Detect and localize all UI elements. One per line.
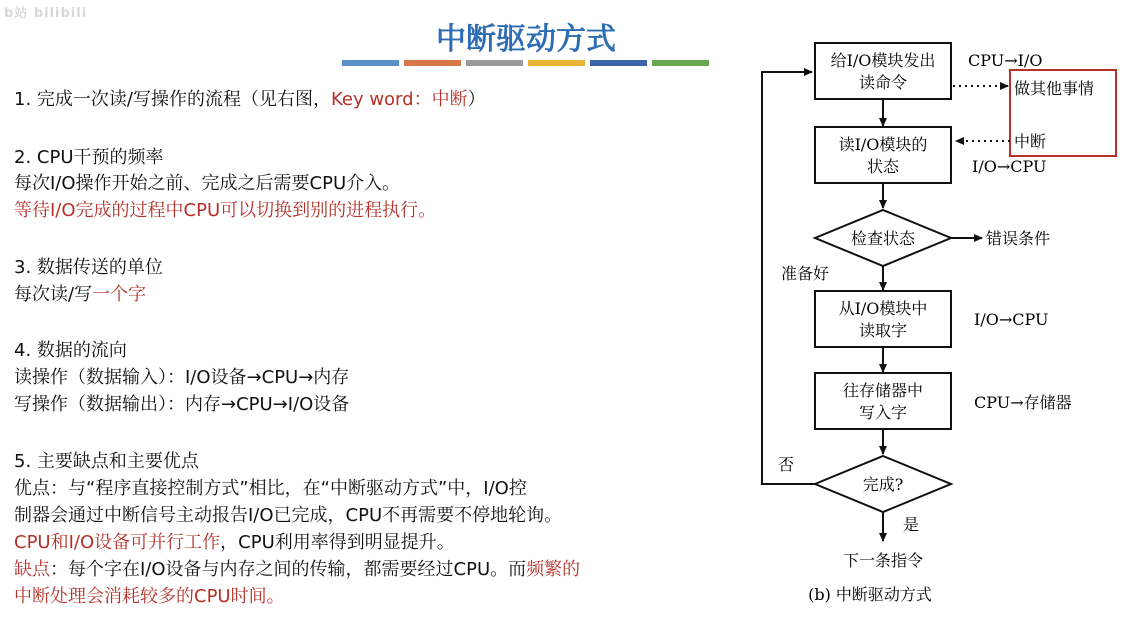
section-4-write: 写操作（数据输出）：内存→CPU→I/O设备 bbox=[14, 394, 350, 415]
keyword: Key word：中断 bbox=[330, 89, 468, 110]
flow-box-read-status-line1: 读I/O模块的 bbox=[838, 135, 928, 154]
section-5-title: 5. 主要缺点和主要优点 bbox=[14, 451, 199, 472]
section-1-end: ） bbox=[467, 89, 486, 110]
flow-label-yes: 是 bbox=[903, 515, 920, 534]
flow-label-io-cpu-1: I/O→CPU bbox=[972, 157, 1047, 176]
bilibili-watermark: b站 bilibili bbox=[4, 6, 88, 21]
page-title: 中断驱动方式 bbox=[436, 22, 616, 57]
flow-next-instruction: 下一条指令 bbox=[842, 551, 924, 570]
flow-label-cpu-mem: CPU→存储器 bbox=[974, 393, 1072, 412]
section-1-text: 1. 完成一次读/写操作的流程（见右图， bbox=[14, 89, 331, 110]
section-5-adv3-text: ，CPU利用率得到明显提升。 bbox=[220, 532, 455, 553]
section-2-line2: 等待I/O完成的过程中CPU可以切换到别的进程执行。 bbox=[14, 200, 437, 221]
flow-box-read-word-line2: 读取字 bbox=[858, 321, 908, 340]
section-4-title: 4. 数据的流向 bbox=[14, 340, 127, 361]
section-2-line1: 每次I/O操作开始之前、完成之后需要CPU介入。 bbox=[14, 173, 401, 194]
flow-diamond-check-status-label: 检查状态 bbox=[850, 229, 916, 248]
section-5-dis1-highlight: 频繁的 bbox=[526, 559, 581, 580]
flow-box-issue-command-line1: 给I/O模块发出 bbox=[830, 51, 936, 70]
flow-label-interrupt: 中断 bbox=[1014, 132, 1047, 151]
section-5-dis-label: 缺点 bbox=[14, 559, 50, 580]
flow-box-issue-command-line2: 读命令 bbox=[858, 73, 908, 92]
section-4-read: 读操作（数据输入）：I/O设备→CPU→内存 bbox=[14, 367, 350, 388]
section-3-highlight: 一个字 bbox=[92, 284, 147, 305]
flow-box-write-memory-line2: 写入字 bbox=[858, 403, 908, 422]
flow-label-ready: 准备好 bbox=[781, 264, 830, 283]
section-5-dis2: 中断处理会消耗较多的CPU时间。 bbox=[14, 586, 285, 607]
flow-label-error: 错误条件 bbox=[986, 229, 1051, 248]
section-2-title: 2. CPU干预的频率 bbox=[14, 147, 164, 168]
flow-box-write-memory-line1: 往存储器中 bbox=[842, 381, 924, 400]
flow-label-cpu-io: CPU→I/O bbox=[968, 51, 1043, 70]
section-5-adv1: 优点：与“程序直接控制方式”相比，在“中断驱动方式”中，I/O控 bbox=[14, 478, 527, 499]
flow-label-io-cpu-2: I/O→CPU bbox=[974, 310, 1049, 329]
flow-label-other-work: 做其他事情 bbox=[1014, 79, 1095, 98]
flow-caption: (b) 中断驱动方式 bbox=[808, 585, 932, 604]
flow-box-read-word-line1: 从I/O模块中 bbox=[838, 299, 928, 318]
flow-label-no: 否 bbox=[778, 455, 795, 474]
section-5-dis1-text: ：每个字在I/O设备与内存之间的传输，都需要经过CPU。而 bbox=[50, 559, 527, 580]
flow-diamond-done-label: 完成? bbox=[862, 475, 904, 494]
flow-box-read-status-line2: 状态 bbox=[866, 157, 900, 176]
section-3-title: 3. 数据传送的单位 bbox=[14, 257, 163, 278]
section-5-adv2: 制器会通过中断信号主动报告I/O已完成，CPU不再需要不停地轮询。 bbox=[14, 505, 563, 526]
section-5-adv3-highlight: CPU和I/O设备可并行工作 bbox=[14, 532, 221, 553]
section-3-text: 每次读/写 bbox=[14, 284, 93, 305]
